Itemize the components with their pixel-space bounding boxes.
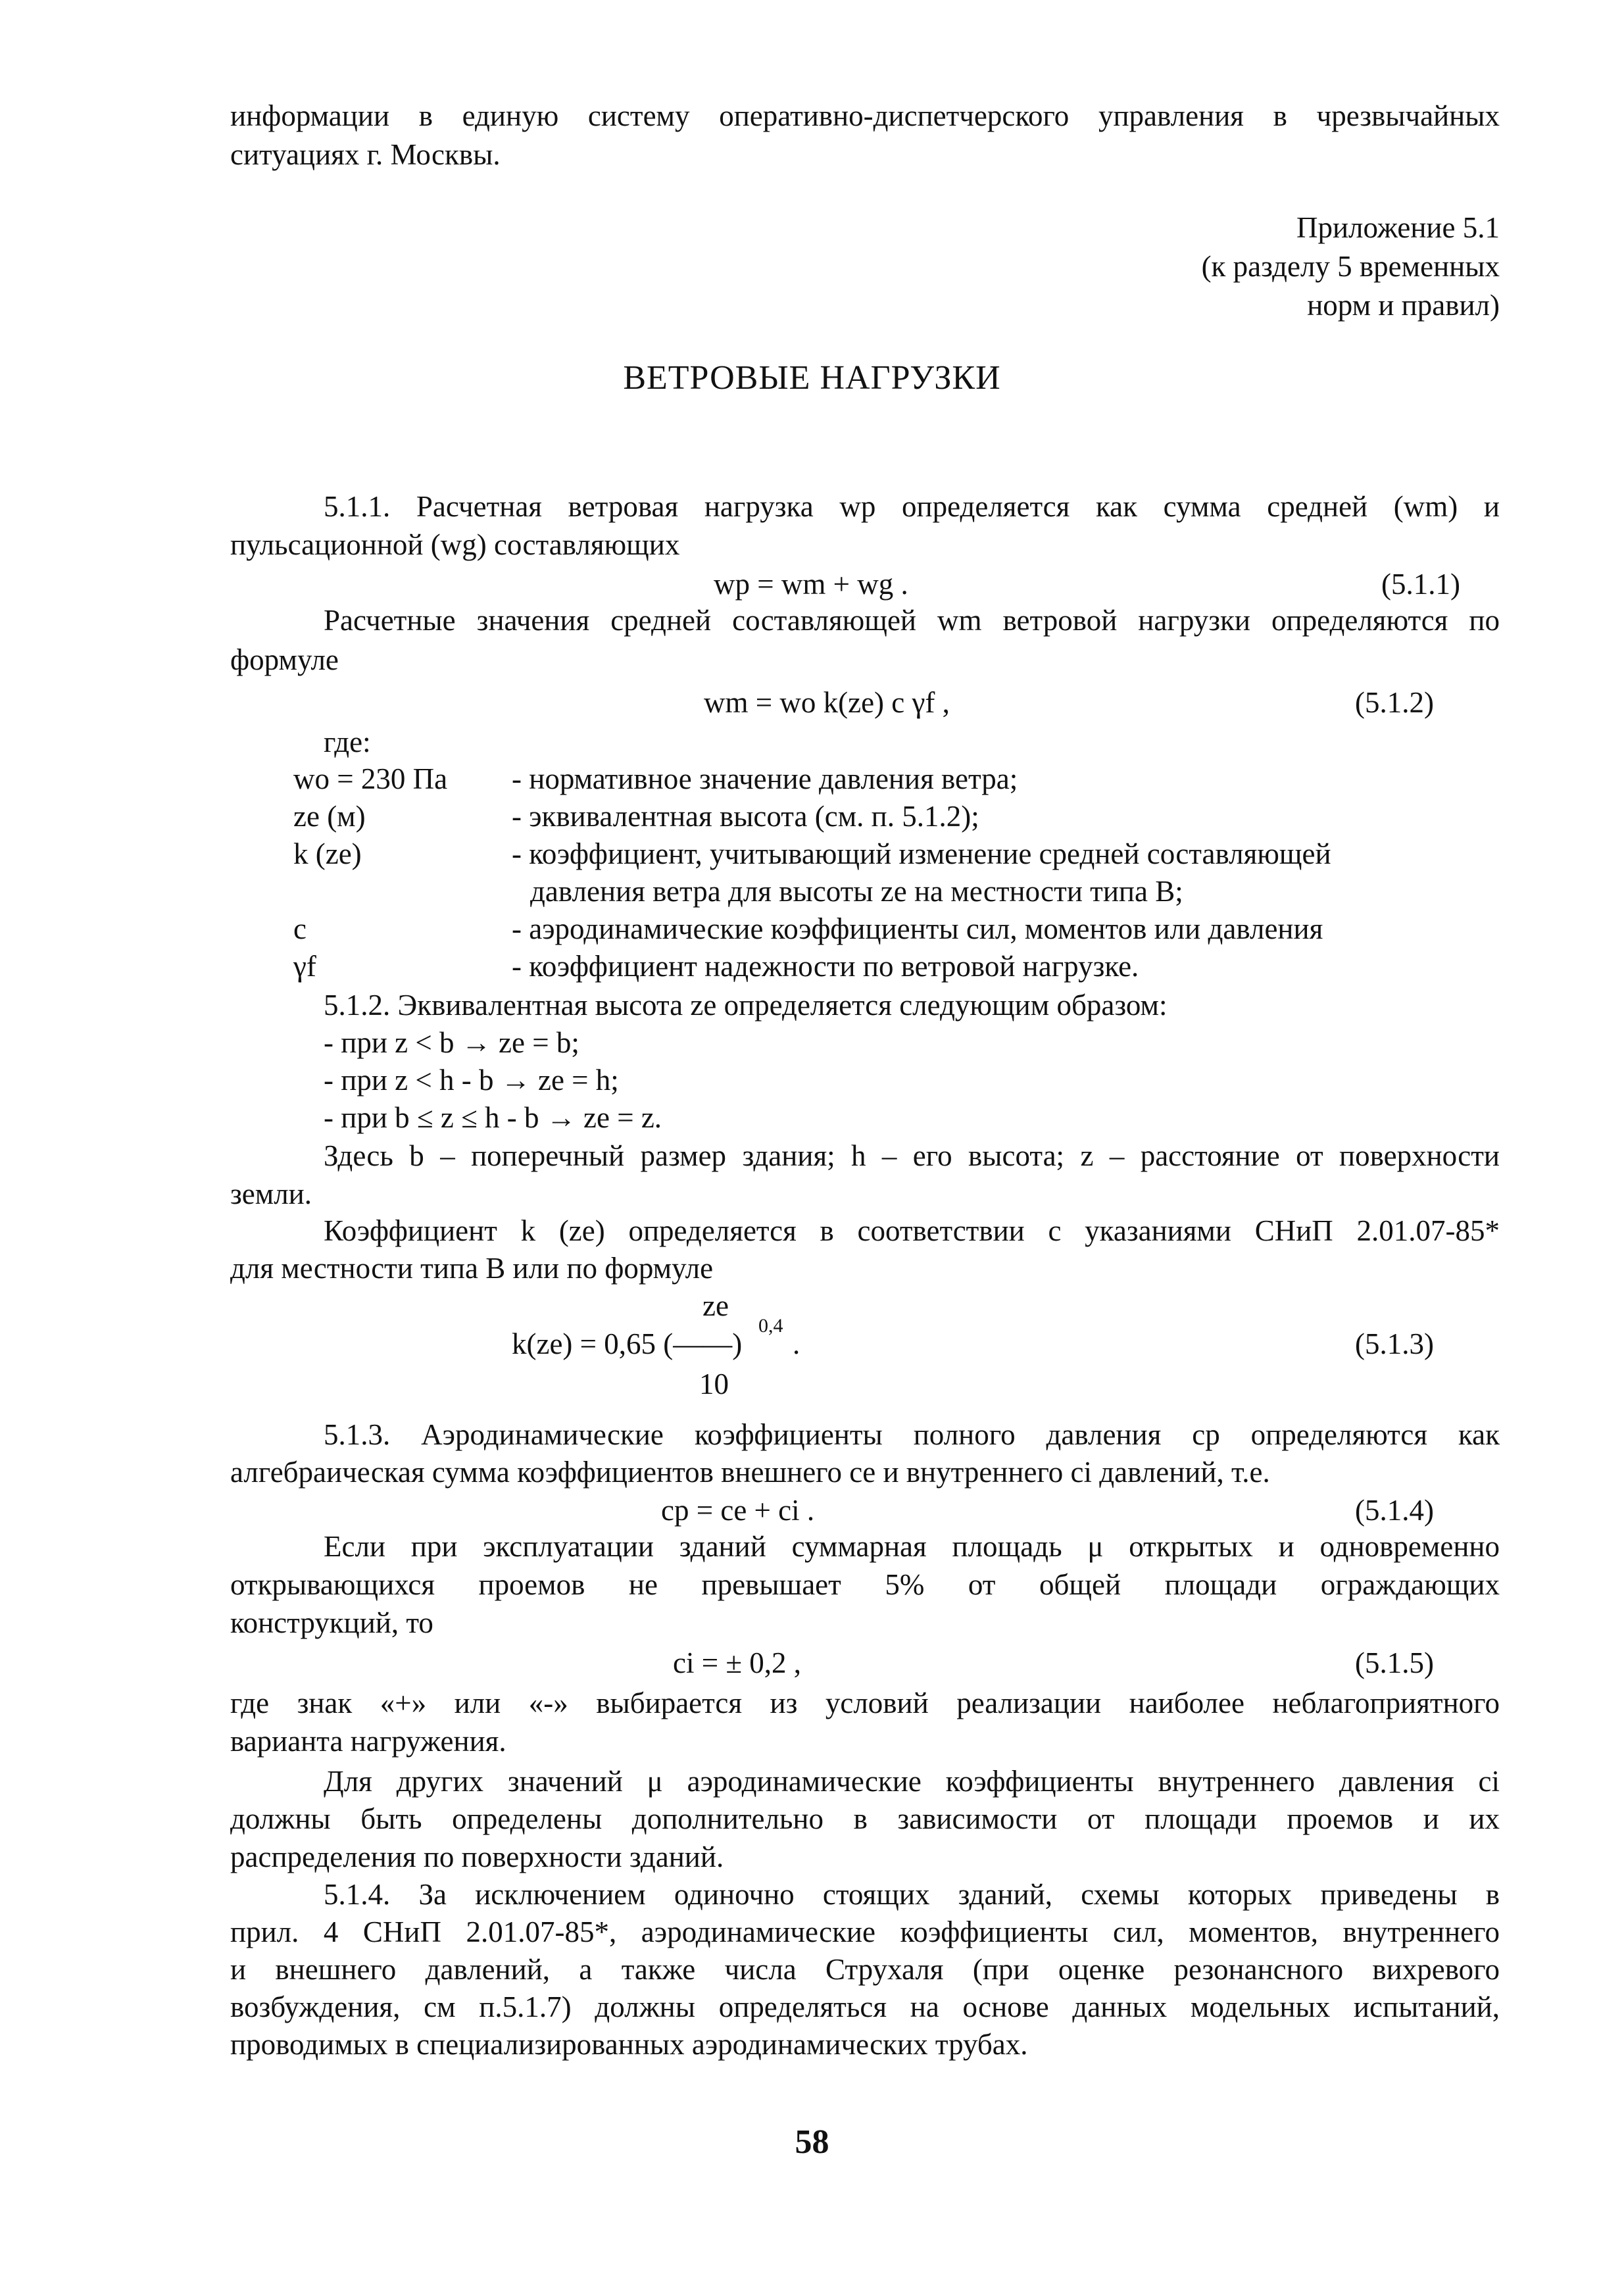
def-text-ze: - эквивалентная высота (см. п. 5.1.2); bbox=[512, 800, 979, 833]
def-text-wo: - нормативное значение давления ветра; bbox=[512, 762, 1018, 795]
p512-line: 5.1.2. Эквивалентная высота ze определяется следующим образом: bbox=[324, 989, 1168, 1022]
eq3-lhs: k(ze) = 0,65 (——) bbox=[512, 1327, 743, 1360]
p514-line-5: проводимых в специализированных аэродинамических трубах. bbox=[230, 2028, 1028, 2061]
if-line-1: Если при эксплуатации зданий суммарная площадь μ открытых и одновременно bbox=[324, 1530, 1500, 1563]
case-3: - при b ≤ z ≤ h - b → ze = z. bbox=[324, 1101, 662, 1134]
coef-line-1: Коэффициент k (ze) определяется в соответствии с указаниями СНиП 2.01.07-85* bbox=[324, 1214, 1500, 1247]
equation-number-5-1-1: (5.1.1) bbox=[1381, 568, 1460, 601]
eq3-denominator: 10 bbox=[699, 1368, 729, 1400]
p511-line-2: пульсационной (wg) составляющих bbox=[230, 528, 680, 561]
p514-line-1: 5.1.4. За исключением одиночно стоящих зданий, схемы которых приведены в bbox=[324, 1878, 1500, 1911]
other-line-3: распределения по поверхности зданий. bbox=[230, 1840, 724, 1873]
equation-number-5-1-3: (5.1.3) bbox=[1355, 1327, 1434, 1360]
here-line-2: земли. bbox=[230, 1177, 312, 1210]
other-line-2: должны быть определены дополнительно в зависимости от площади проемов и их bbox=[230, 1802, 1500, 1835]
equation-5-1-4: cp = ce + ci . bbox=[661, 1494, 815, 1527]
p513-line-1: 5.1.3. Аэродинамические коэффициенты полного давления cp определяются как bbox=[324, 1418, 1500, 1451]
eq3-end: . bbox=[793, 1327, 800, 1360]
p513-line-2: алгебраическая сумма коэффициентов внешнего ce и внутреннего ci давлений, т.е. bbox=[230, 1456, 1270, 1489]
equation-number-5-1-2: (5.1.2) bbox=[1355, 686, 1434, 719]
other-line-1: Для других значений μ аэродинамические коэффициенты внутреннего давления ci bbox=[324, 1765, 1500, 1798]
p514-line-2: прил. 4 СНиП 2.01.07-85*, аэродинамические коэффициенты сил, моментов, внутреннего bbox=[230, 1915, 1500, 1948]
eq3-exponent: 0,4 bbox=[758, 1315, 783, 1337]
def-symbol-gamma: γf bbox=[293, 950, 316, 983]
case-2: - при z < h - b → ze = h; bbox=[324, 1064, 619, 1097]
def-text-k: - коэффициент, учитывающий изменение средней составляющей bbox=[512, 837, 1331, 870]
coef-line-2: для местности типа B или по формуле bbox=[230, 1252, 714, 1285]
here-line-1: Здесь b – поперечный размер здания; h – его высота; z – расстояние от поверхности bbox=[324, 1139, 1500, 1172]
case-1: - при z < b → ze = b; bbox=[324, 1026, 579, 1059]
page-number: 58 bbox=[795, 2123, 829, 2161]
equation-5-1-2: wm = wo k(ze) c γf , bbox=[704, 686, 950, 719]
def-symbol-c: c bbox=[293, 912, 307, 945]
def-text-k-cont: давления ветра для высоты ze на местности типа B; bbox=[530, 875, 1183, 908]
p514-line-3: и внешнего давлений, а также числа Струхаля (при оценке резонансного вихревого bbox=[230, 1953, 1500, 1986]
intro-line-1: информации в единую систему оперативно-диспетчерского управления в чрезвычайных bbox=[230, 99, 1500, 132]
appendix-line-3: норм и правил) bbox=[1307, 289, 1500, 322]
eq3-numerator: ze bbox=[702, 1289, 729, 1322]
if-line-2: открывающихся проемов не превышает 5% от общей площади ограждающих bbox=[230, 1568, 1500, 1601]
p514-line-4: возбуждения, см п.5.1.7) должны определяться на основе данных модельных испытаний, bbox=[230, 1990, 1500, 2023]
mean-line-1: Расчетные значения средней составляющей wm ветровой нагрузки определяются по bbox=[324, 604, 1500, 637]
intro-line-2: ситуациях г. Москвы. bbox=[230, 138, 501, 171]
def-symbol-k: k (ze) bbox=[293, 837, 362, 870]
appendix-line-2: (к разделу 5 временных bbox=[1201, 250, 1500, 283]
if-line-3: конструкций, то bbox=[230, 1606, 433, 1639]
def-symbol-ze: ze (м) bbox=[293, 800, 366, 833]
def-text-c: - аэродинамические коэффициенты сил, моментов или давления bbox=[512, 912, 1323, 945]
def-text-gamma: - коэффициент надежности по ветровой нагрузке. bbox=[512, 950, 1139, 983]
equation-5-1-1: wp = wm + wg . bbox=[714, 568, 908, 601]
equation-number-5-1-4: (5.1.4) bbox=[1355, 1494, 1434, 1527]
where-label: где: bbox=[324, 726, 371, 758]
page-title: ВЕТРОВЫЕ НАГРУЗКИ bbox=[623, 359, 1001, 397]
sign-line-1: где знак «+» или «-» выбирается из условий реализации наиболее неблагоприятного bbox=[230, 1687, 1500, 1719]
mean-line-2: формуле bbox=[230, 643, 339, 676]
appendix-line-1: Приложение 5.1 bbox=[1296, 211, 1500, 244]
def-symbol-wo: wo = 230 Па bbox=[293, 762, 448, 795]
p511-line-1: 5.1.1. Расчетная ветровая нагрузка wp определяется как сумма средней (wm) и bbox=[324, 490, 1500, 523]
equation-5-1-5: ci = ± 0,2 , bbox=[673, 1646, 802, 1679]
equation-number-5-1-5: (5.1.5) bbox=[1355, 1646, 1434, 1679]
sign-line-2: варианта нагружения. bbox=[230, 1725, 506, 1758]
